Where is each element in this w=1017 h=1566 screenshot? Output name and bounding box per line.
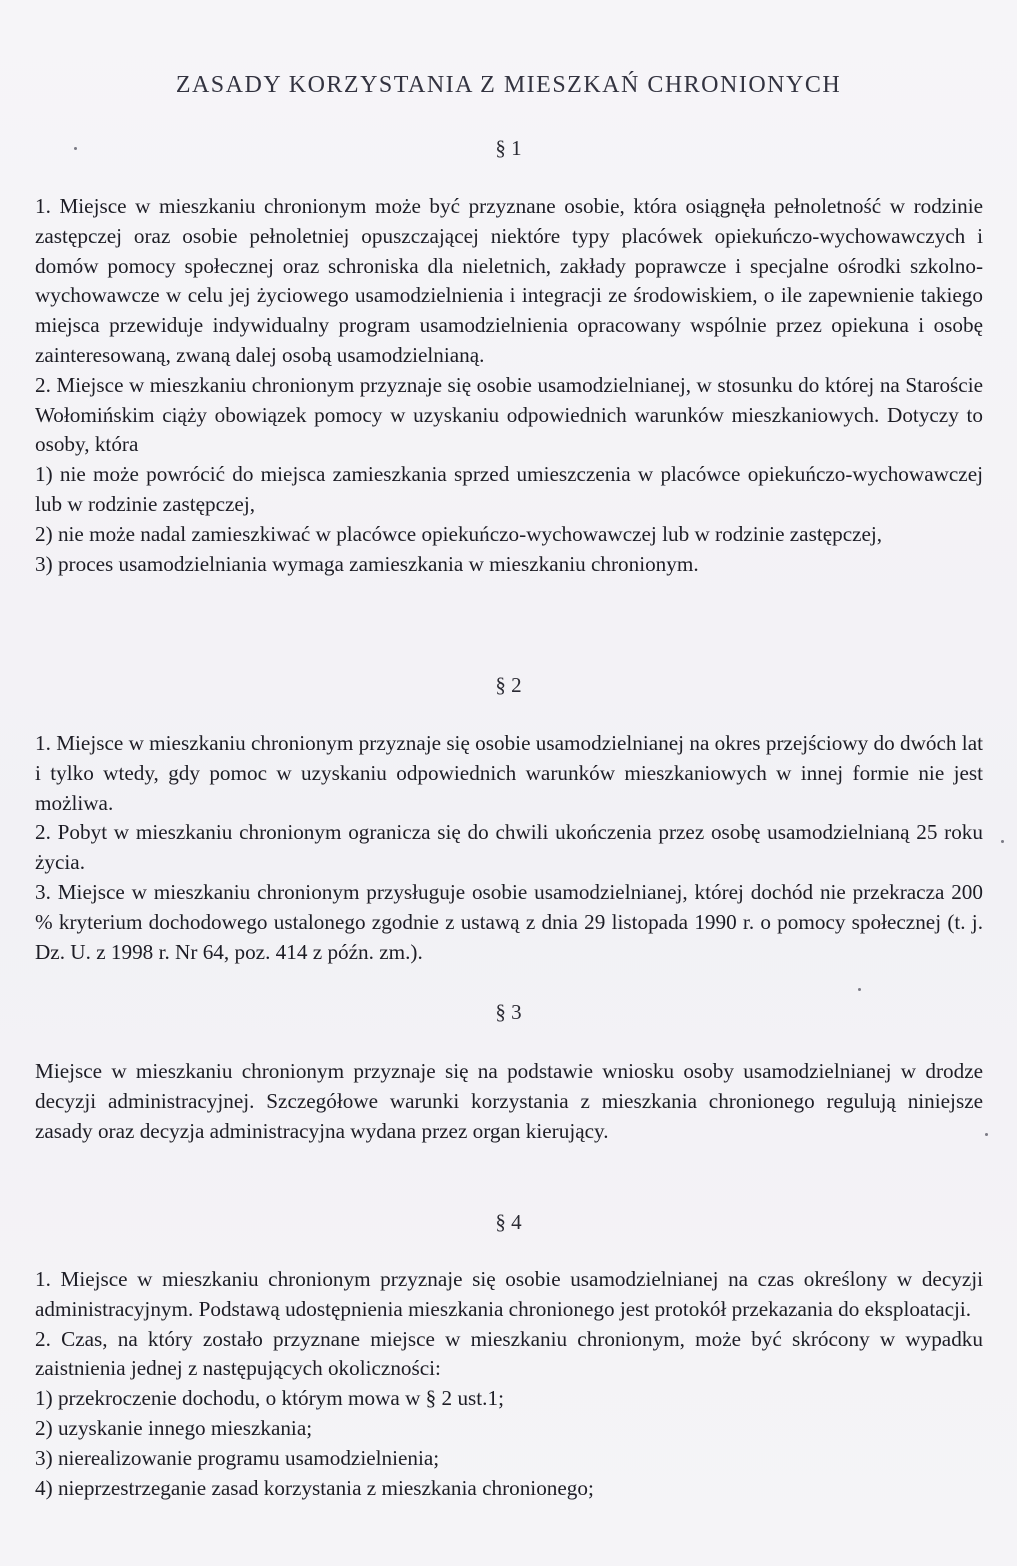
paragraph: 2. Miejsce w mieszkaniu chronionym przyznaje się osobie usamodzielnianej, w stosunku do której na Staroście Wołomińskim ciąży obowiązek pomocy w uzyskaniu odpowiednich warunków mieszkaniowych. Dotyczy to osoby, która [35, 372, 983, 457]
section-3-body [35, 1057, 983, 1146]
list-item: 2) nie może nadal zamieszkiwać w placówce opiekuńczo-wychowawczej lub w rodzinie zastępczej, [35, 521, 883, 546]
section-4-mark: § 4 [495, 1210, 522, 1234]
paragraph: 3. Miejsce w mieszkaniu chronionym przysługuje osobie usamodzielnianej, której dochód nie przekracza 200 % kryterium dochodowego ustalonego zgodnie z ustawą z dnia 29 listopada 1990 r. o pomocy społecznej (t. j. Dz. U. z 1998 r. Nr 64, poz. 414 z późn. zm.). [35, 879, 983, 964]
list-item: 2) uzyskanie innego mieszkania; [35, 1415, 313, 1440]
paragraph: 2. Pobyt w mieszkaniu chronionym ogranicza się do chwili ukończenia przez osobę usamodzielnianą 25 roku życia. [35, 820, 983, 875]
paragraph: Miejsce w mieszkaniu chronionym przyznaje się na podstawie wniosku osoby usamodzielnianej w drodze decyzji administracyjnej. Szczegółowe warunki korzystania z mieszkania chronionego regulują niniejsze zasady oraz decyzja administracyjna wydana przez organ kierujący. [35, 1059, 983, 1143]
paragraph: 2. Czas, na który zostało przyznane miejsce w mieszkaniu chronionym, może być skrócony w wypadku zaistnienia jednej z następujących okoliczności: [35, 1326, 983, 1381]
paragraph: 1. Miejsce w mieszkaniu chronionym przyznaje się osobie usamodzielnianej na czas określony w decyzji administracyjnym. Podstawą udostępnienia mieszkania chronionego jest protokół przekazania do eksploatacji. [35, 1267, 983, 1321]
scan-speck [985, 1133, 988, 1136]
scan-speck [858, 988, 861, 991]
section-3-mark: § 3 [495, 1000, 522, 1024]
list-item: 1) nie może powrócić do miejsca zamieszkania sprzed umieszczenia w placówce opiekuńczo-wychowawczej lub w rodzinie zastępczej, [35, 462, 983, 516]
section-1-mark: § 1 [495, 136, 522, 160]
list-item: 3) proces usamodzielniania wymaga zamieszkania w mieszkaniu chronionym. [35, 551, 699, 576]
section-1-body [35, 192, 983, 579]
paragraph: 1. Miejsce w mieszkaniu chronionym może być przyznane osobie, która osiągnęła pełnoletność w rodzinie zastępczej oraz osobie pełnoletniej opuszczającej niektóre typy placówek opiekuńczo-wychowawczych i domów pomocy społecznej oraz schroniska dla nieletnich, zakłady poprawcze i specjalne ośrodki szkolno-wychowawcze w celu jej życiowego usamodzielnienia i integracji ze środowiskiem, o ile zapewnienie takiego miejsca przewiduje indywidualny program usamodzielnienia opracowany wspólnie przez opiekuna i osobę zainteresowaną, zwaną dalej osobą usamodzielnianą. [35, 194, 983, 367]
section-2-body [35, 729, 983, 967]
list-item: 3) nierealizowanie programu usamodzielnienia; [35, 1445, 440, 1470]
section-4-body [35, 1265, 983, 1503]
list-item: 4) nieprzestrzeganie zasad korzystania z mieszkania chronionego; [35, 1475, 594, 1500]
section-2-mark: § 2 [495, 673, 522, 697]
scan-speck [1001, 840, 1004, 843]
list-item: 1) przekroczenie dochodu, o którym mowa w § 2 ust.1; [35, 1386, 504, 1411]
document-title: ZASADY KORZYSTANIA Z MIESZKAŃ CHRONIONYCH [175, 72, 842, 98]
paragraph: 1. Miejsce w mieszkaniu chronionym przyznaje się osobie usamodzielnianej na okres przejściowy do dwóch lat i tylko wtedy, gdy pomoc w uzyskaniu odpowiednich warunków mieszkaniowych w innej formie nie jest możliwa. [35, 731, 983, 815]
scan-speck [74, 147, 77, 150]
